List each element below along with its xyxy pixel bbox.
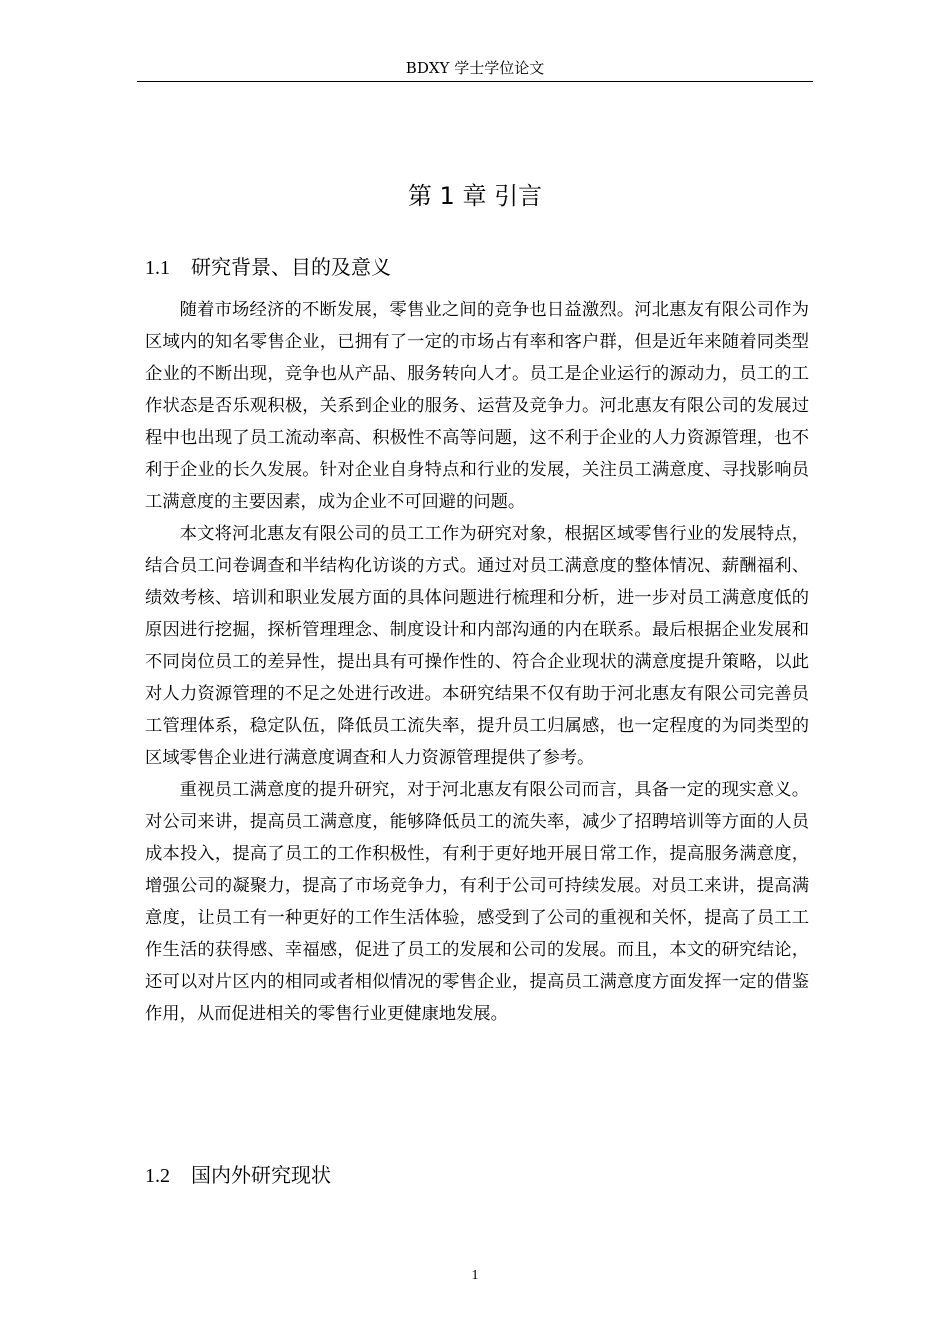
section-heading-1-1 [145, 252, 391, 283]
section-number: 1.2 [145, 1165, 170, 1187]
paragraph-1: 随着市场经济的不断发展，零售业之间的竞争也日益激烈。河北惠友有限公司作为区域内的知名零售企业，已拥有了一定的市场占有率和客户群，但是近年来随着同类型企业的不断出现，竞争也从产品、服务转向人才。员工是企业运行的源动力，员工的工作状态是否乐观积极，关系到企业的服务、运营及竞争力。河北惠友有限公司的发展过程中也出现了员工流动率高、积极性不高等问题，这不利于企业的人力资源管理，也不利于企业的长久发展。针对企业自身特点和行业的发展，关注员工满意度、寻找影响员工满意度的主要因素，成为企业不可回避的问题。 [145, 300, 809, 512]
page-number: 1 [471, 1268, 479, 1283]
section-title: 国内外研究现状 [191, 1163, 331, 1187]
body-text [145, 294, 809, 1030]
chapter-title: 第 1 章 引言 [407, 182, 543, 210]
running-header: BDXY 学士学位论文 [405, 59, 545, 77]
section-heading-1-2 [145, 1160, 331, 1191]
section-number: 1.1 [145, 257, 170, 279]
header-rule [137, 81, 813, 82]
paragraph-3: 重视员工满意度的提升研究，对于河北惠友有限公司而言，具备一定的现实意义。对公司来讲，提高员工满意度，能够降低员工的流失率，减少了招聘培训等方面的人员成本投入，提高了员工的工作积极性，有利于更好地开展日常工作，提高服务满意度，增强公司的凝聚力，提高了市场竞争力，有利于公司可持续发展。对员工来讲，提高满意度，让员工有一种更好的工作生活体验，感受到了公司的重视和关怀，提高了员工工作生活的获得感、幸福感，促进了员工的发展和公司的发展。而且，本文的研究结论，还可以对片区内的相同或者相似情况的零售企业，提高员工满意度方面发挥一定的借鉴作用，从而促进相关的零售行业更健康地发展。 [145, 780, 809, 1024]
section-title: 研究背景、目的及意义 [191, 255, 391, 279]
paragraph-2: 本文将河北惠友有限公司的员工工作为研究对象，根据区域零售行业的发展特点，结合员工问卷调查和半结构化访谈的方式。通过对员工满意度的整体情况、薪酬福利、绩效考核、培训和职业发展方面的具体问题进行梳理和分析，进一步对员工满意度低的原因进行挖掘，探析管理理念、制度设计和内部沟通的内在联系。最后根据企业发展和不同岗位员工的差异性，提出具有可操作性的、符合企业现状的满意度提升策略，以此对人力资源管理的不足之处进行改进。本研究结果不仅有助于河北惠友有限公司完善员工管理体系，稳定队伍，降低员工流失率，提升员工归属感，也一定程度的为同类型的区域零售企业进行满意度调查和人力资源管理提供了参考。 [145, 524, 809, 768]
